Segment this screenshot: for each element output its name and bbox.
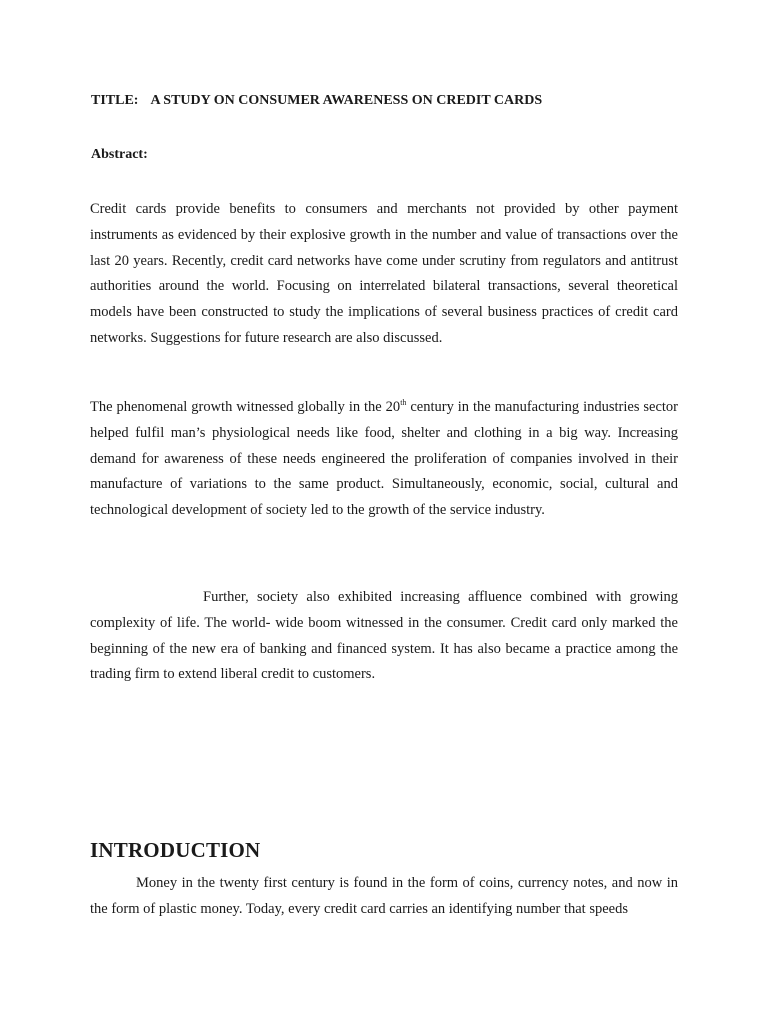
- title-text: A STUDY ON CONSUMER AWARENESS ON CREDIT CARDS: [150, 93, 543, 108]
- introduction-paragraph-text: Money in the twenty first century is found in the form of coins, currency notes, and now in the form of plastic money. Today, every credit card carries an identifying number that speeds: [90, 875, 678, 917]
- introduction-paragraph: [90, 871, 678, 923]
- affluence-paragraph: [90, 585, 678, 688]
- document-title: [91, 93, 542, 109]
- growth-paragraph-start: The phenomenal growth witnessed globally in the 20: [90, 399, 401, 415]
- title-label: TITLE:: [91, 93, 139, 108]
- growth-paragraph-rest: century in the manufacturing industries sector helped fulfil man’s physiological needs like food, shelter and clothing in a big way. Increasing demand for awareness of these needs engineered the proliferation of companies involved in their manufacture of variations to the same product. Simultaneously, economic, social, cultural and technological development of society led to the growth of the service industry.: [90, 399, 679, 519]
- abstract-heading: Abstract:: [91, 147, 148, 162]
- affluence-paragraph-text: Further, society also exhibited increasing affluence combined with growing complexity of life. The world- wide boom witnessed in the consumer. Credit card only marked the beginning of the new era of banking and financed system. It has also became a practice among the trading firm to extend liberal credit to customers.: [90, 589, 678, 683]
- growth-paragraph: [90, 395, 678, 524]
- abstract-paragraph: Credit cards provide benefits to consumers and merchants not provided by other payment instruments as evidenced by their explosive growth in the number and value of transactions over the last 20 years. Recently, credit card networks have come under scrutiny from regulators and antitrust authorities around the world. Focusing on interrelated bilateral transactions, several theoretical models have been constructed to study the implications of several business practices of credit card networks. Suggestions for future research are also discussed.: [90, 201, 678, 346]
- introduction-heading: INTRODUCTION: [90, 838, 261, 862]
- ordinal-superscript: th: [400, 398, 407, 407]
